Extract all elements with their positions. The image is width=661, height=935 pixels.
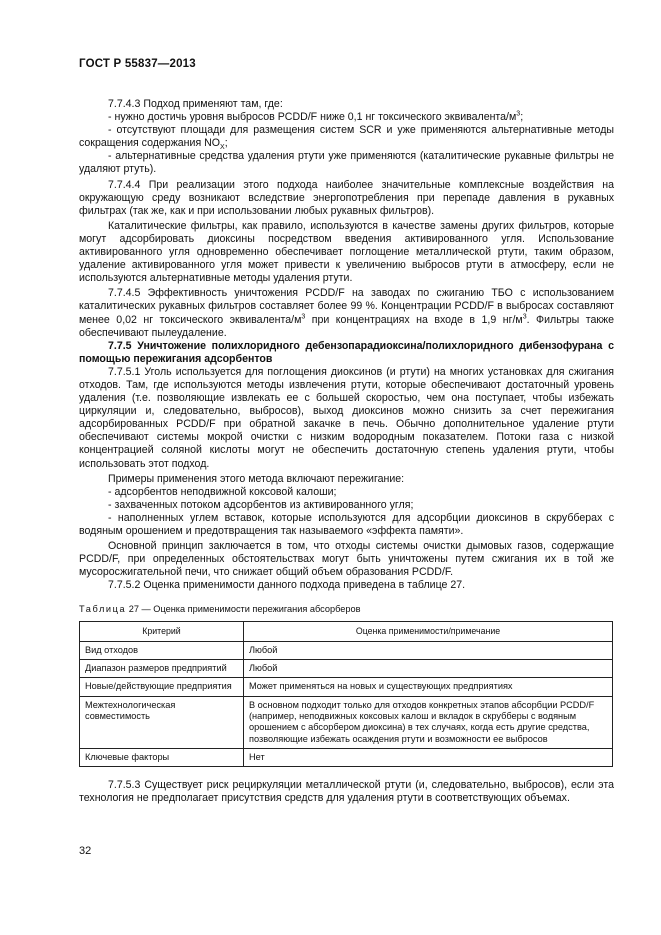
list-item: - адсорбентов неподвижной коксовой калоши; [108, 485, 337, 498]
table-caption: Таблица 27 — Оценка применимости пережигания абсорберов [79, 604, 361, 615]
table-cell: Может применяться на новых и существующих предприятиях [244, 678, 613, 696]
table-header-row [80, 621, 613, 641]
list-item: - нужно достичь уровня выбросов PCDD/F ниже 0,1 нг токсического эквивалента/$м^3$; [108, 110, 524, 124]
paragraph: Основной принцип заключается в том, что отходы системы очистки дымовых газов, содержащие PCDD/F, при определенных обстоятельствах могут быть уничтожены путем сжигания их в той же мусоросжигательной печи, что снижает общий объем образования PCDD/F. [79, 540, 614, 579]
list-item: - наполненных углем вставок, которые используются для адсорбции диоксинов в скрубберах с водяным орошением и предотвращения так называемого «эффекта памяти». [79, 511, 614, 537]
paragraph: 7.7.5.1 Уголь используется для поглощения диоксинов (и ртути) на многих установках для сжигания отходов. Там, где используются методы извлечения ртути, которые обеспечивают достаточный уровень удаления (т.е. позволяющие извлекать ее с большей скоростью, чем она поступает, чтобы избежать циркуляции и, следовательно, выбросов), выход диоксинов можно снизить за счет пережигания адсорбированных PCDD/F при обратной закачке в печь. Обычно дополнительное удаление ртути обеспечивают системы мокрой очистки с низким водородным показателем. Потоки газа с низкой концентрацией соляной кислоты могут не обеспечить достаточную степень удаления ртути, чтобы использовать этот подход. [79, 365, 614, 470]
page-number: 32 [79, 845, 92, 857]
paragraph: Каталитические фильтры, как правило, используются в качестве замены других фильтров, которые могут адсорбировать диоксины посредством введения активированного угля. Использование активированного угля одновременно обеспечивает поглощение металлической ртути, таким образом, удаление активированного угля может привести к увеличению выбросов ртути в атмосферу, если не используются альтернативные методы удаления ртути. [79, 219, 614, 285]
list-item: - альтернативные средства удаления ртути уже применяются (каталитические рукавные фильтры не удаляют ртуть). [79, 150, 614, 176]
column-header-criterion: Критерий [80, 621, 244, 641]
table-cell: Диапазон размеров предприятий [80, 660, 244, 678]
page-content [79, 98, 614, 805]
table-cell: Любой [244, 641, 613, 659]
list-item: - отсутствуют площади для размещения систем SCR и уже применяются альтернативные методы сокращения содержания $NO_X$; [79, 124, 614, 152]
paragraph: 7.7.4.3 Подход применяют там, где: [108, 98, 283, 110]
table-row [80, 660, 613, 678]
table-cell: Новые/действующие предприятия [80, 678, 244, 696]
paragraph: 7.7.4.4 При реализации этого подхода наиболее значительные комплексные воздействия на окружающую среду возникают вследствие энергопотребления при перепаде давления в рукавных фильтрах (так же, как и при использовании любых рукавных фильтров). [79, 178, 614, 217]
table-cell: Ключевые факторы [80, 748, 244, 766]
list-item: - захваченных потоком адсорбентов из активированного угля; [108, 498, 414, 511]
table-cell: В основном подходит только для отходов конкретных этапов абсорбции PCDD/F (например, неподвижных коксовых калош и вкладок в скрубберы с водяным орошением с абсорбером диоксина) в тех случаях, когда есть другие средства, позволяющие избежать осаждения ртути и возможности ее выбросов [244, 696, 613, 748]
paragraph: 7.7.5.3 Существует риск рециркуляции металлической ртути (и, следовательно, выбросов), если эта технология не предполагает присутствия средств для удаления ртути в соответствующих объемах. [79, 779, 614, 805]
table-row [80, 696, 613, 748]
page-header: ГОСТ Р 55837—2013 [79, 58, 196, 70]
table-cell: Любой [244, 660, 613, 678]
paragraph: 7.7.5.2 Оценка применимости данного подхода приведена в таблице 27. [108, 579, 466, 592]
paragraph: Примеры применения этого метода включают пережигание: [108, 472, 405, 485]
table-row [80, 641, 613, 659]
column-header-assessment: Оценка применимости/примечание [244, 621, 613, 641]
table-cell: Межтехнологическая совместимость [80, 696, 244, 748]
paragraph: 7.7.4.5 Эффективность уничтожения PCDD/F на заводах по сжиганию ТБО с использованием каталитических рукавных фильтров составляет более 99 %. Концентрации PCDD/F в выбросах составляют менее 0,02 нг токсического эквивалента/$м^3$ при концентрациях на входе в 1,9 $нг/м^3$. Фильтры также обеспечивают пылеудаление. [79, 287, 614, 339]
section-heading: 7.7.5 Уничтожение полихлоридного дебензопарадиоксина/полихлоридного дибензофурана с помощью пережигания адсорбентов [79, 339, 614, 365]
table-row [80, 678, 613, 696]
applicability-table [79, 621, 613, 768]
table-cell: Вид отходов [80, 641, 244, 659]
table-cell: Нет [244, 748, 613, 766]
table-row [80, 748, 613, 766]
